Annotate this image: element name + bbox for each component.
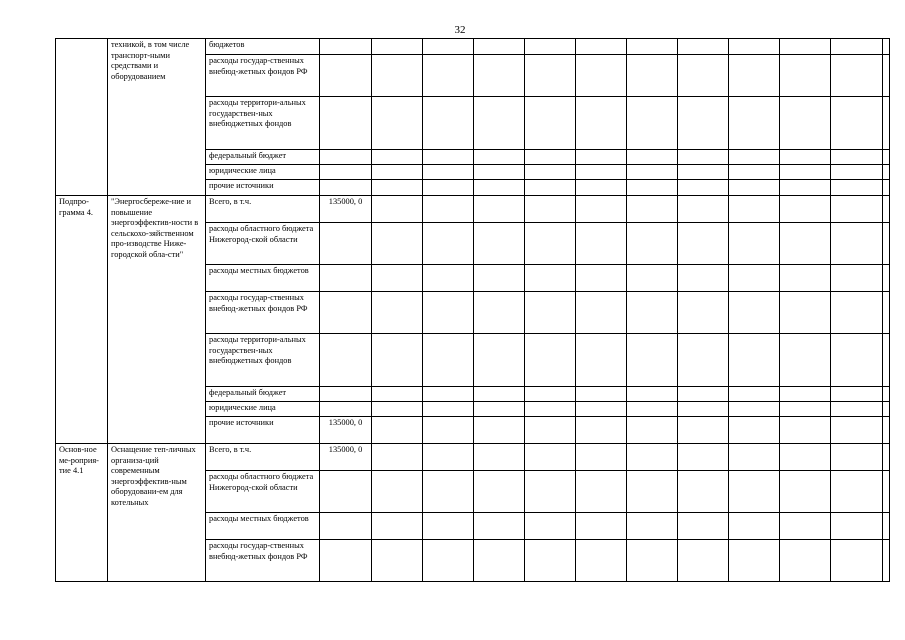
empty-cell (525, 540, 576, 582)
empty-cell (627, 165, 678, 180)
empty-cell (831, 39, 883, 55)
empty-cell (474, 97, 525, 150)
table-row (56, 196, 890, 223)
empty-cell (627, 55, 678, 97)
empty-cell (678, 540, 729, 582)
empty-cell (372, 180, 423, 196)
empty-cell (831, 417, 883, 444)
empty-cell (729, 387, 780, 402)
empty-cell (678, 55, 729, 97)
empty-cell (883, 387, 890, 402)
empty-cell (627, 402, 678, 417)
source-label: расходы государ-ственных внебюд-жетных фондов РФ (206, 292, 320, 334)
empty-cell (576, 165, 627, 180)
empty-cell (729, 334, 780, 387)
empty-cell (678, 513, 729, 540)
empty-cell (883, 334, 890, 387)
empty-cell (423, 334, 474, 387)
empty-cell (474, 196, 525, 223)
empty-cell (474, 165, 525, 180)
empty-cell (883, 513, 890, 540)
empty-cell (831, 97, 883, 150)
empty-cell (627, 97, 678, 150)
empty-cell (729, 55, 780, 97)
empty-cell (372, 165, 423, 180)
value-cell (320, 540, 372, 582)
empty-cell (576, 387, 627, 402)
empty-cell (883, 417, 890, 444)
empty-cell (729, 265, 780, 292)
empty-cell (525, 402, 576, 417)
empty-cell (525, 444, 576, 471)
empty-cell (627, 196, 678, 223)
empty-cell (474, 334, 525, 387)
empty-cell (525, 387, 576, 402)
empty-cell (474, 417, 525, 444)
empty-cell (525, 223, 576, 265)
empty-cell (576, 513, 627, 540)
empty-cell (372, 402, 423, 417)
empty-cell (831, 444, 883, 471)
program-name-cell: техникой, в том числе транспорт-ными средствами и оборудованием (108, 39, 206, 196)
empty-cell (883, 180, 890, 196)
value-cell (320, 97, 372, 150)
empty-cell (729, 292, 780, 334)
empty-cell (831, 471, 883, 513)
empty-cell (372, 417, 423, 444)
empty-cell (372, 444, 423, 471)
empty-cell (423, 540, 474, 582)
measure-label: Основ-ное ме-роприя-тие 4.1 (56, 444, 108, 582)
empty-cell (423, 223, 474, 265)
empty-cell (525, 55, 576, 97)
empty-cell (883, 150, 890, 165)
subprogram-label: Подпро-грамма 4. (56, 196, 108, 444)
empty-cell (678, 180, 729, 196)
empty-cell (372, 97, 423, 150)
empty-cell (780, 417, 831, 444)
empty-cell (525, 265, 576, 292)
empty-cell (372, 513, 423, 540)
empty-cell (678, 417, 729, 444)
empty-cell (780, 39, 831, 55)
empty-cell (474, 444, 525, 471)
empty-cell (423, 165, 474, 180)
empty-cell (780, 540, 831, 582)
value-cell (320, 513, 372, 540)
empty-cell (372, 387, 423, 402)
empty-cell (576, 180, 627, 196)
value-cell (320, 150, 372, 165)
empty-cell (576, 97, 627, 150)
program-label-empty (56, 39, 108, 196)
empty-cell (474, 387, 525, 402)
empty-cell (576, 471, 627, 513)
empty-cell (678, 334, 729, 387)
empty-cell (423, 402, 474, 417)
empty-cell (474, 513, 525, 540)
empty-cell (831, 387, 883, 402)
empty-cell (372, 334, 423, 387)
empty-cell (525, 196, 576, 223)
empty-cell (372, 471, 423, 513)
empty-cell (474, 55, 525, 97)
empty-cell (576, 150, 627, 165)
empty-cell (780, 97, 831, 150)
empty-cell (423, 150, 474, 165)
empty-cell (423, 180, 474, 196)
source-label: федеральный бюджет (206, 150, 320, 165)
empty-cell (627, 39, 678, 55)
empty-cell (525, 39, 576, 55)
empty-cell (372, 223, 423, 265)
empty-cell (423, 196, 474, 223)
empty-cell (780, 387, 831, 402)
value-cell: 135000, 0 (320, 196, 372, 223)
empty-cell (423, 292, 474, 334)
budget-table-body (56, 39, 890, 582)
empty-cell (372, 292, 423, 334)
value-cell (320, 180, 372, 196)
source-label: расходы областного бюджета Нижегород-ской области (206, 471, 320, 513)
empty-cell (831, 265, 883, 292)
empty-cell (423, 55, 474, 97)
empty-cell (576, 39, 627, 55)
empty-cell (525, 471, 576, 513)
empty-cell (883, 471, 890, 513)
empty-cell (474, 223, 525, 265)
empty-cell (627, 513, 678, 540)
empty-cell (372, 55, 423, 97)
empty-cell (729, 402, 780, 417)
empty-cell (780, 471, 831, 513)
empty-cell (423, 387, 474, 402)
value-cell (320, 223, 372, 265)
source-label: юридические лица (206, 165, 320, 180)
empty-cell (576, 55, 627, 97)
source-label: федеральный бюджет (206, 387, 320, 402)
empty-cell (883, 292, 890, 334)
empty-cell (525, 165, 576, 180)
empty-cell (678, 165, 729, 180)
empty-cell (525, 417, 576, 444)
empty-cell (576, 265, 627, 292)
empty-cell (678, 471, 729, 513)
empty-cell (627, 444, 678, 471)
empty-cell (525, 292, 576, 334)
empty-cell (627, 334, 678, 387)
source-label: расходы местных бюджетов (206, 265, 320, 292)
empty-cell (883, 196, 890, 223)
empty-cell (780, 292, 831, 334)
empty-cell (678, 39, 729, 55)
value-cell (320, 334, 372, 387)
empty-cell (831, 55, 883, 97)
empty-cell (729, 444, 780, 471)
empty-cell (525, 97, 576, 150)
empty-cell (576, 402, 627, 417)
empty-cell (576, 540, 627, 582)
value-cell (320, 39, 372, 55)
value-cell (320, 471, 372, 513)
empty-cell (883, 165, 890, 180)
empty-cell (474, 265, 525, 292)
empty-cell (780, 196, 831, 223)
empty-cell (780, 223, 831, 265)
subprogram-name: "Энергосбереже-ние и повышение энергоэффектив-ности в сельскохо-зяйственном про-изводстве Ниже-городской обла-сти" (108, 196, 206, 444)
empty-cell (883, 265, 890, 292)
empty-cell (831, 165, 883, 180)
empty-cell (831, 223, 883, 265)
empty-cell (831, 402, 883, 417)
empty-cell (780, 513, 831, 540)
empty-cell (627, 265, 678, 292)
empty-cell (678, 265, 729, 292)
empty-cell (525, 180, 576, 196)
empty-cell (883, 402, 890, 417)
empty-cell (525, 513, 576, 540)
empty-cell (729, 39, 780, 55)
value-cell: 135000, 0 (320, 417, 372, 444)
source-label: Всего, в т.ч. (206, 196, 320, 223)
source-label: прочие источники (206, 180, 320, 196)
source-label: юридические лица (206, 402, 320, 417)
source-label: Всего, в т.ч. (206, 444, 320, 471)
empty-cell (678, 223, 729, 265)
empty-cell (780, 150, 831, 165)
empty-cell (831, 334, 883, 387)
empty-cell (831, 180, 883, 196)
empty-cell (372, 540, 423, 582)
empty-cell (883, 55, 890, 97)
empty-cell (780, 402, 831, 417)
value-cell (320, 292, 372, 334)
empty-cell (780, 334, 831, 387)
empty-cell (883, 540, 890, 582)
empty-cell (576, 223, 627, 265)
empty-cell (729, 196, 780, 223)
empty-cell (627, 417, 678, 444)
empty-cell (883, 444, 890, 471)
source-label: расходы территори-альных государствен-ных внебюджетных фондов (206, 97, 320, 150)
empty-cell (678, 387, 729, 402)
value-cell (320, 55, 372, 97)
empty-cell (831, 150, 883, 165)
empty-cell (576, 292, 627, 334)
empty-cell (883, 97, 890, 150)
empty-cell (576, 444, 627, 471)
empty-cell (831, 540, 883, 582)
empty-cell (372, 196, 423, 223)
value-cell (320, 165, 372, 180)
empty-cell (729, 223, 780, 265)
empty-cell (729, 540, 780, 582)
empty-cell (423, 39, 474, 55)
empty-cell (474, 471, 525, 513)
empty-cell (525, 334, 576, 387)
value-cell (320, 387, 372, 402)
empty-cell (474, 292, 525, 334)
value-cell: 135000, 0 (320, 444, 372, 471)
empty-cell (780, 265, 831, 292)
source-label: бюджетов (206, 39, 320, 55)
empty-cell (525, 150, 576, 165)
empty-cell (729, 180, 780, 196)
table-row (56, 444, 890, 471)
empty-cell (627, 150, 678, 165)
empty-cell (627, 223, 678, 265)
source-label: расходы государ-ственных внебюд-жетных фондов РФ (206, 55, 320, 97)
page-number: 32 (454, 24, 466, 36)
measure-name: Оснащение теп-личных организа-ций современным энергоэффектив-ным оборудовани-ем для котельных (108, 444, 206, 582)
empty-cell (678, 444, 729, 471)
source-label: расходы государ-ственных внебюд-жетных фондов РФ (206, 540, 320, 582)
empty-cell (780, 180, 831, 196)
empty-cell (423, 97, 474, 150)
source-label: расходы областного бюджета Нижегород-ской области (206, 223, 320, 265)
empty-cell (372, 150, 423, 165)
empty-cell (678, 292, 729, 334)
empty-cell (780, 55, 831, 97)
empty-cell (474, 402, 525, 417)
empty-cell (423, 417, 474, 444)
empty-cell (372, 265, 423, 292)
empty-cell (474, 150, 525, 165)
empty-cell (423, 513, 474, 540)
table-row (56, 39, 890, 55)
empty-cell (474, 180, 525, 196)
empty-cell (831, 513, 883, 540)
empty-cell (423, 471, 474, 513)
empty-cell (627, 471, 678, 513)
empty-cell (627, 292, 678, 334)
empty-cell (423, 444, 474, 471)
value-cell (320, 402, 372, 417)
empty-cell (780, 444, 831, 471)
empty-cell (780, 165, 831, 180)
empty-cell (627, 387, 678, 402)
empty-cell (576, 417, 627, 444)
source-label: расходы территори-альных государствен-ных внебюджетных фондов (206, 334, 320, 387)
empty-cell (678, 150, 729, 165)
empty-cell (729, 513, 780, 540)
empty-cell (831, 292, 883, 334)
empty-cell (678, 196, 729, 223)
empty-cell (372, 39, 423, 55)
empty-cell (831, 196, 883, 223)
empty-cell (627, 180, 678, 196)
empty-cell (729, 97, 780, 150)
empty-cell (474, 39, 525, 55)
empty-cell (729, 150, 780, 165)
value-cell (320, 265, 372, 292)
source-label: расходы местных бюджетов (206, 513, 320, 540)
empty-cell (729, 471, 780, 513)
source-label: прочие источники (206, 417, 320, 444)
empty-cell (627, 540, 678, 582)
empty-cell (729, 165, 780, 180)
empty-cell (474, 540, 525, 582)
budget-table (55, 38, 890, 582)
empty-cell (678, 97, 729, 150)
empty-cell (883, 39, 890, 55)
empty-cell (576, 196, 627, 223)
empty-cell (883, 223, 890, 265)
empty-cell (678, 402, 729, 417)
empty-cell (729, 417, 780, 444)
empty-cell (423, 265, 474, 292)
empty-cell (576, 334, 627, 387)
